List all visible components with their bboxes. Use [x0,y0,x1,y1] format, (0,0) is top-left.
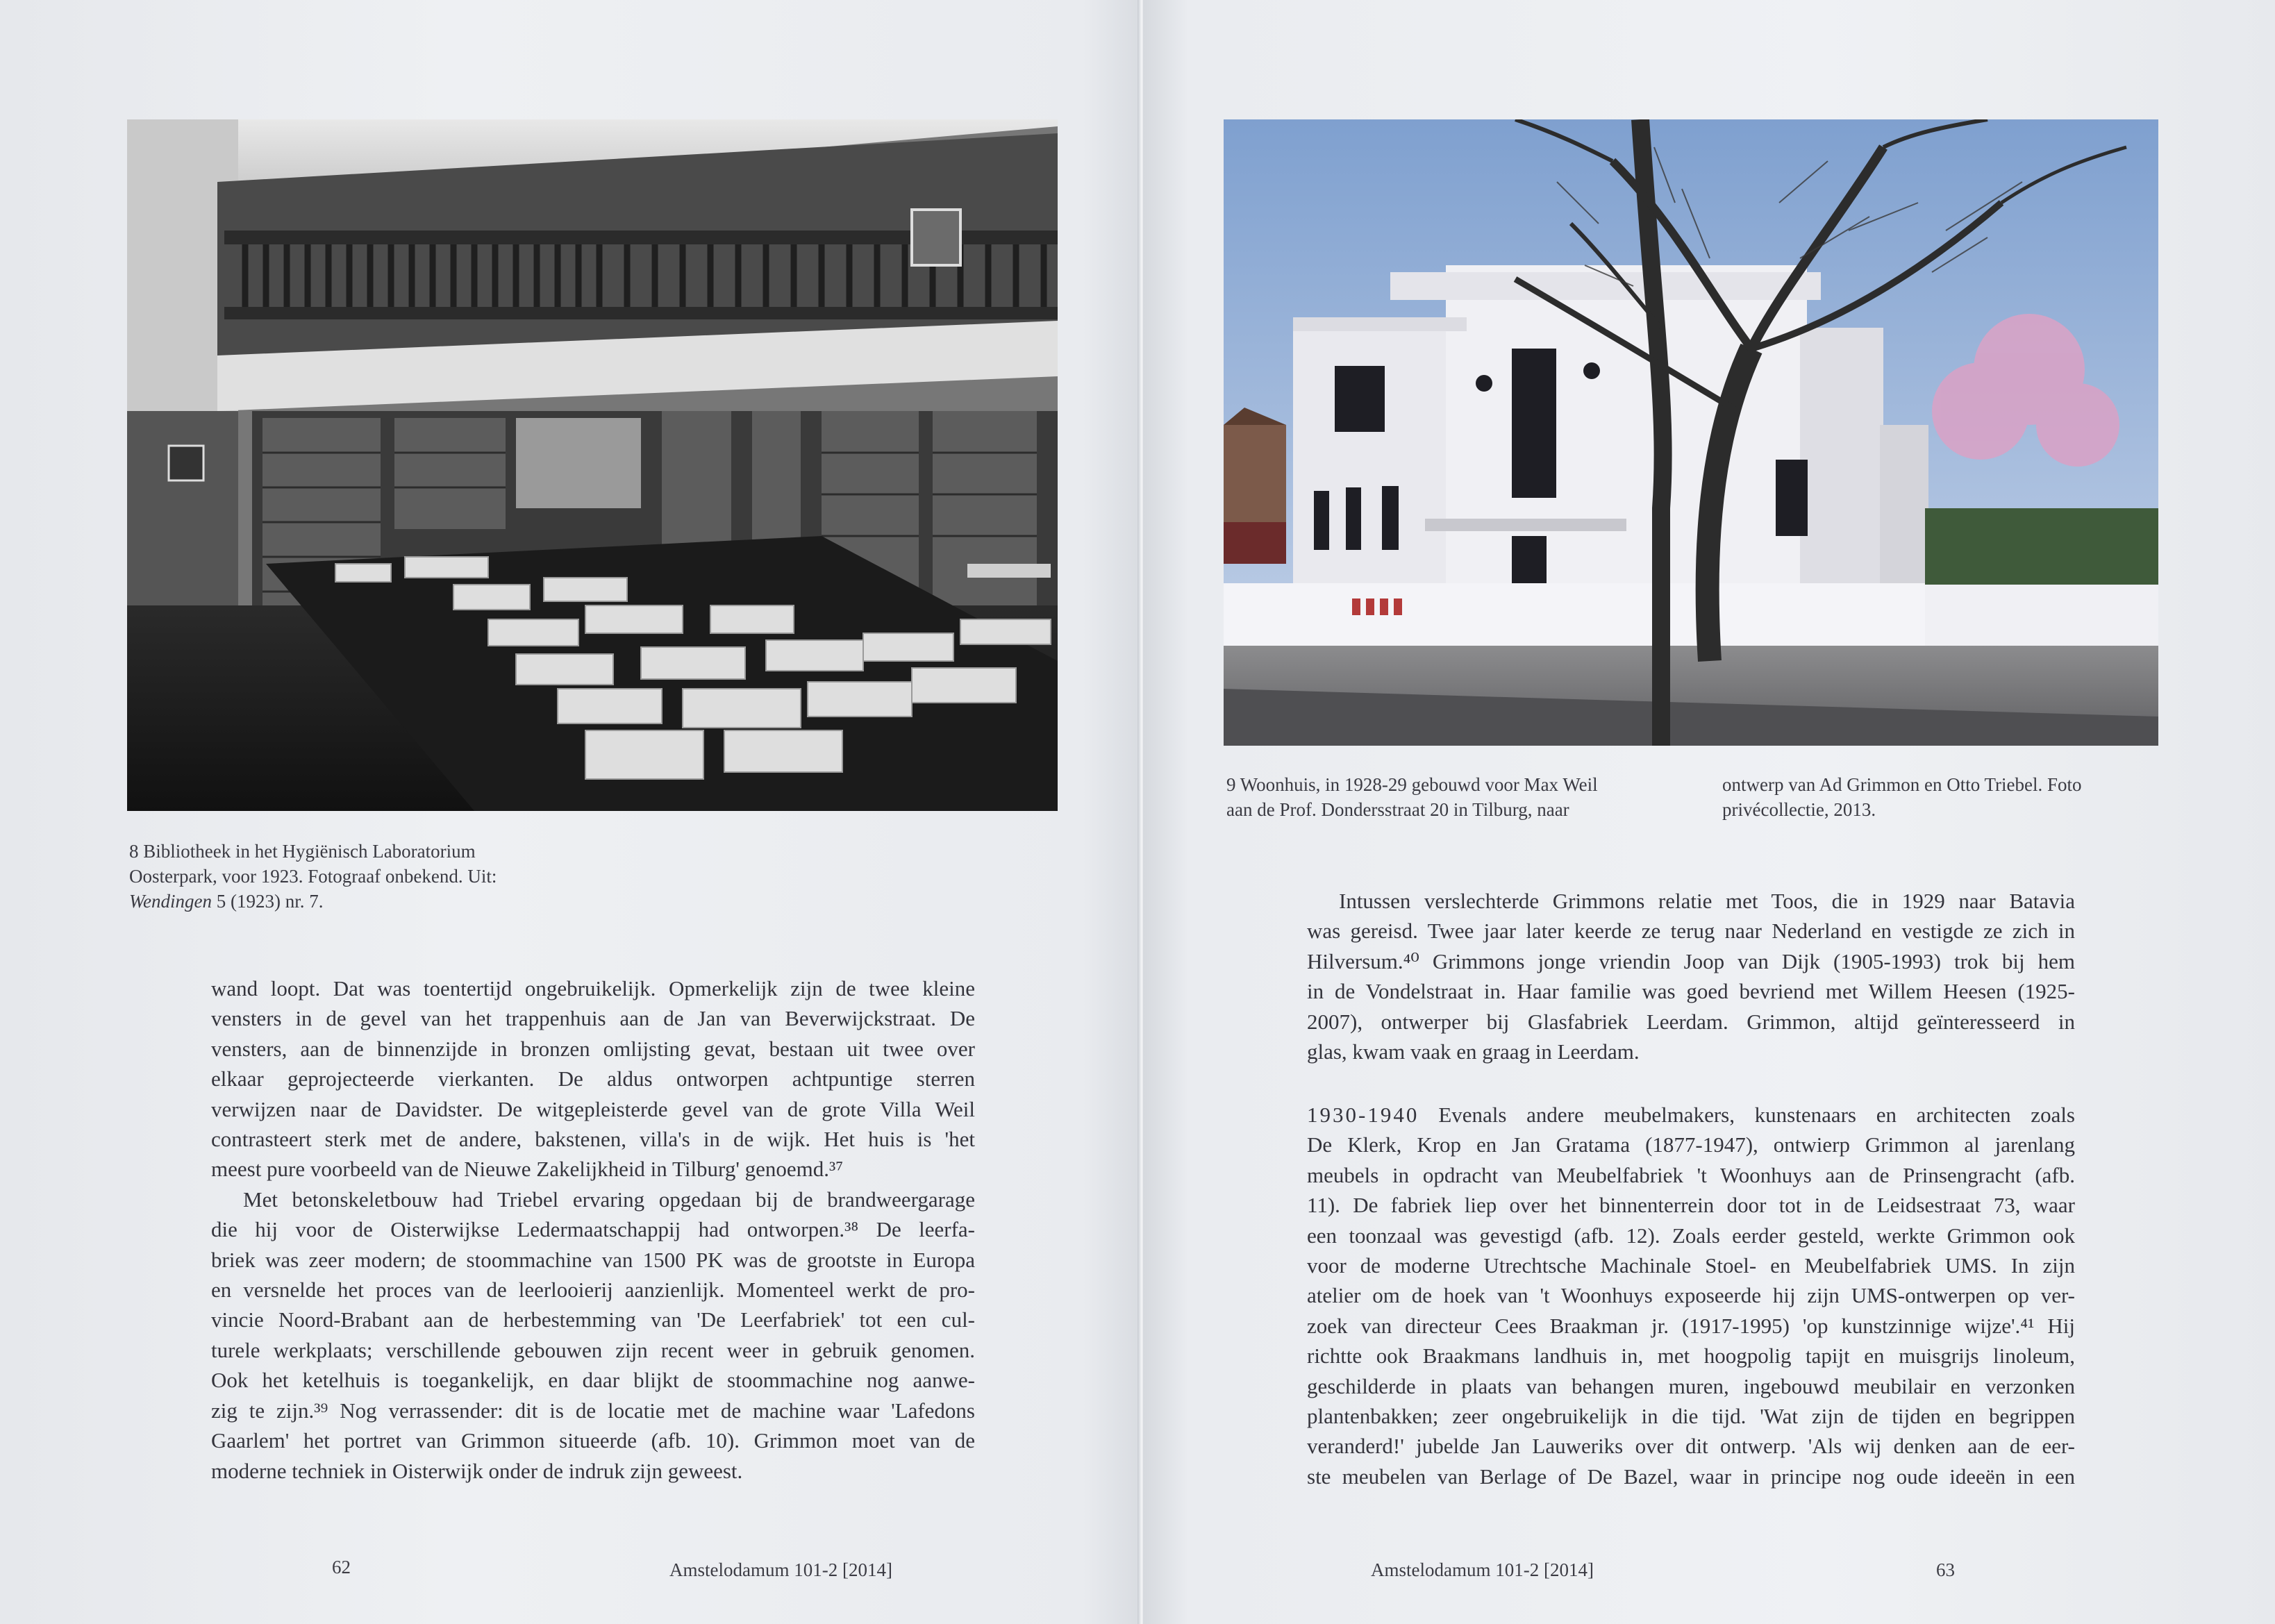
caption-line: 8 Bibliotheek in het Hygiënisch Laboratorium [129,841,476,862]
caption-source-rest: 5 (1923) nr. 7. [211,891,324,912]
house-photo [1224,119,2158,746]
body-line: vensters in de gevel van het trappenhuis aan de Jan van Beverwijckstraat. De [211,1006,975,1031]
figure-8-caption [129,839,497,914]
body-line: Intussen verslechterde Grimmons relatie met Toos, die in 1929 naar Batavia [1339,889,2075,913]
body-line: die hij voor de Oisterwijkse Ledermaatschappij had ontworpen.³⁸ De leerfa- [211,1217,975,1242]
caption-line: ontwerp van Ad Grimmon en Otto Triebel. Foto [1722,774,2082,795]
body-line: wand loopt. Dat was toentertijd ongebruikelijk. Opmerkelijk zijn de twee kleine [211,976,975,1001]
body-line: Ook het ketelhuis is toegankelijk, en daar blijkt de stoommachine nog aanwe- [211,1368,975,1393]
body-line: moderne techniek in Oisterwijk onder de indruk zijn geweest. [211,1458,743,1483]
right-page [1143,0,2275,1624]
left-page-number: 62 [332,1557,351,1577]
caption-line: privécollectie, 2013. [1722,799,1876,820]
caption-line: aan de Prof. Dondersstraat 20 in Tilburg, naar [1226,799,1569,820]
body-line: in de Vondelstraat in. Haar familie was goed bevriend met Willem Heesen (1925- [1307,979,2075,1004]
body-line: turele werkplaats; verschillende gebouwen zijn recent weer in gebruik genomen. [211,1337,975,1362]
body-line: plantenbakken; zeer ongebruikelijk in die tijd. 'Wat zijn de tijden en begrippen [1307,1404,2075,1429]
body-line [1307,1100,2075,1130]
library-photo-image [127,119,1058,811]
body-line: 2007), ontwerper bij Glasfabriek Leerdam. Grimmon, altijd geïnteresseerd in [1307,1009,2075,1034]
body-line: meest pure voorbeeld van de Nieuwe Zakelijkheid in Tilburg' genoemd.³⁷ [211,1157,844,1182]
right-body-paragraph-2 [1307,1100,2075,1491]
section-year-heading: 1930-1940 [1307,1103,1419,1127]
body-line: briek was zeer modern; de stoommachine van 1500 PK was de grootste in Europa [211,1247,975,1272]
body-line: atelier om de hoek van 't Woonhuys exposeerde hij zijn UMS-ontwerpen op ver- [1307,1283,2075,1308]
body-line: verwijzen naar de Davidster. De witgepleisterde gevel van de grote Villa Weil [211,1096,975,1121]
library-photo [127,119,1058,811]
body-line-text: Evenals andere meubelmakers, kunstenaars en architecten zoals [1438,1103,2075,1127]
body-line: een toonzaal was gevestigd (afb. 12). Zoals eerder gesteld, werkte Grimmon ook [1307,1223,2075,1248]
body-line: contrasteert sterk met de andere, bakstenen, villa's in de wijk. Het huis is 'het [211,1127,975,1152]
body-line: Hilversum.⁴⁰ Grimmons jonge vriendin Joop van Dijk (1905-1993) trok bij hem [1307,948,2075,973]
body-line: vincie Noord-Brabant aan de herbestemming van 'De Leerfabriek' tot een cul- [211,1307,975,1332]
right-body-paragraph-1 [1307,886,2075,1066]
right-running-title: Amstelodamum 101-2 [2014] [1371,1559,1594,1580]
body-line: veranderd!' jubelde Jan Lauweriks over dit ontwerp. 'Als wij denken aan de eer- [1307,1434,2075,1459]
caption-line [129,889,497,914]
body-line: ste meubelen van Berlage of De Bazel, waar in principe nog oude ideeën in een [1307,1464,2075,1489]
body-line: richtte ook Braakmans landhuis in, met hoogpolig tapijt en muisgrijs linoleum, [1307,1343,2075,1368]
caption-line: Oosterpark, voor 1923. Fotograaf onbekend. Uit: [129,866,497,887]
caption-source-title: Wendingen [129,891,212,912]
figure-9-caption-col1 [1226,772,1598,822]
caption-line: 9 Woonhuis, in 1928-29 gebouwd voor Max Weil [1226,774,1598,795]
body-line: 11). De fabriek liep over het binnenterrein door tot in de Leidsestraat 73, waar [1307,1193,2075,1218]
body-line: Met betonskeletbouw had Triebel ervaring opgedaan bij de brandweergarage [243,1187,975,1212]
body-line: was gereisd. Twee jaar later keerde ze terug naar Nederland en vestigde ze zich in [1307,919,2075,944]
body-line: vensters, aan de binnenzijde in bronzen omlijsting gevat, bestaan uit twee over [211,1036,975,1061]
body-line: en versnelde het proces van de leerlooierij aanzienlijk. Momenteel werkt de pro- [211,1278,975,1303]
body-line: Gaarlem' het portret van Grimmon situeerde (afb. 10). Grimmon moet van de [211,1428,975,1453]
body-line: voor de moderne Utrechtsche Machinale Stoel- en Meubelfabriek UMS. In zijn [1307,1253,2075,1278]
body-line: zoek van directeur Cees Braakman jr. (1917-1995) 'op kunstzinnige wijze'.⁴¹ Hij [1307,1313,2075,1338]
body-line: meubels in opdracht van Meubelfabriek 't Woonhuys aan de Prinsengracht (afb. [1307,1162,2075,1187]
right-page-number: 63 [1936,1559,1955,1580]
body-line: glas, kwam vaak en graag in Leerdam. [1307,1039,1640,1064]
body-line: De Klerk, Krop en Jan Gratama (1877-1947), ontwierp Grimmon al jarenlang [1307,1132,2075,1157]
figure-9-caption-col2 [1722,772,2081,822]
house-photo-image [1224,119,2158,746]
body-line: zig te zijn.³⁹ Nog verrassender: dit is de locatie met de machine waar 'Lafedons [211,1398,975,1423]
left-body-text [211,973,975,1486]
body-line: geschilderde in plaats van behangen muren, ingebouwd meubilair en verzonken [1307,1373,2075,1398]
body-line: elkaar geprojecteerde vierkanten. De aldus ontworpen achtpuntige sterren [211,1066,975,1091]
left-running-title: Amstelodamum 101-2 [2014] [669,1559,892,1580]
